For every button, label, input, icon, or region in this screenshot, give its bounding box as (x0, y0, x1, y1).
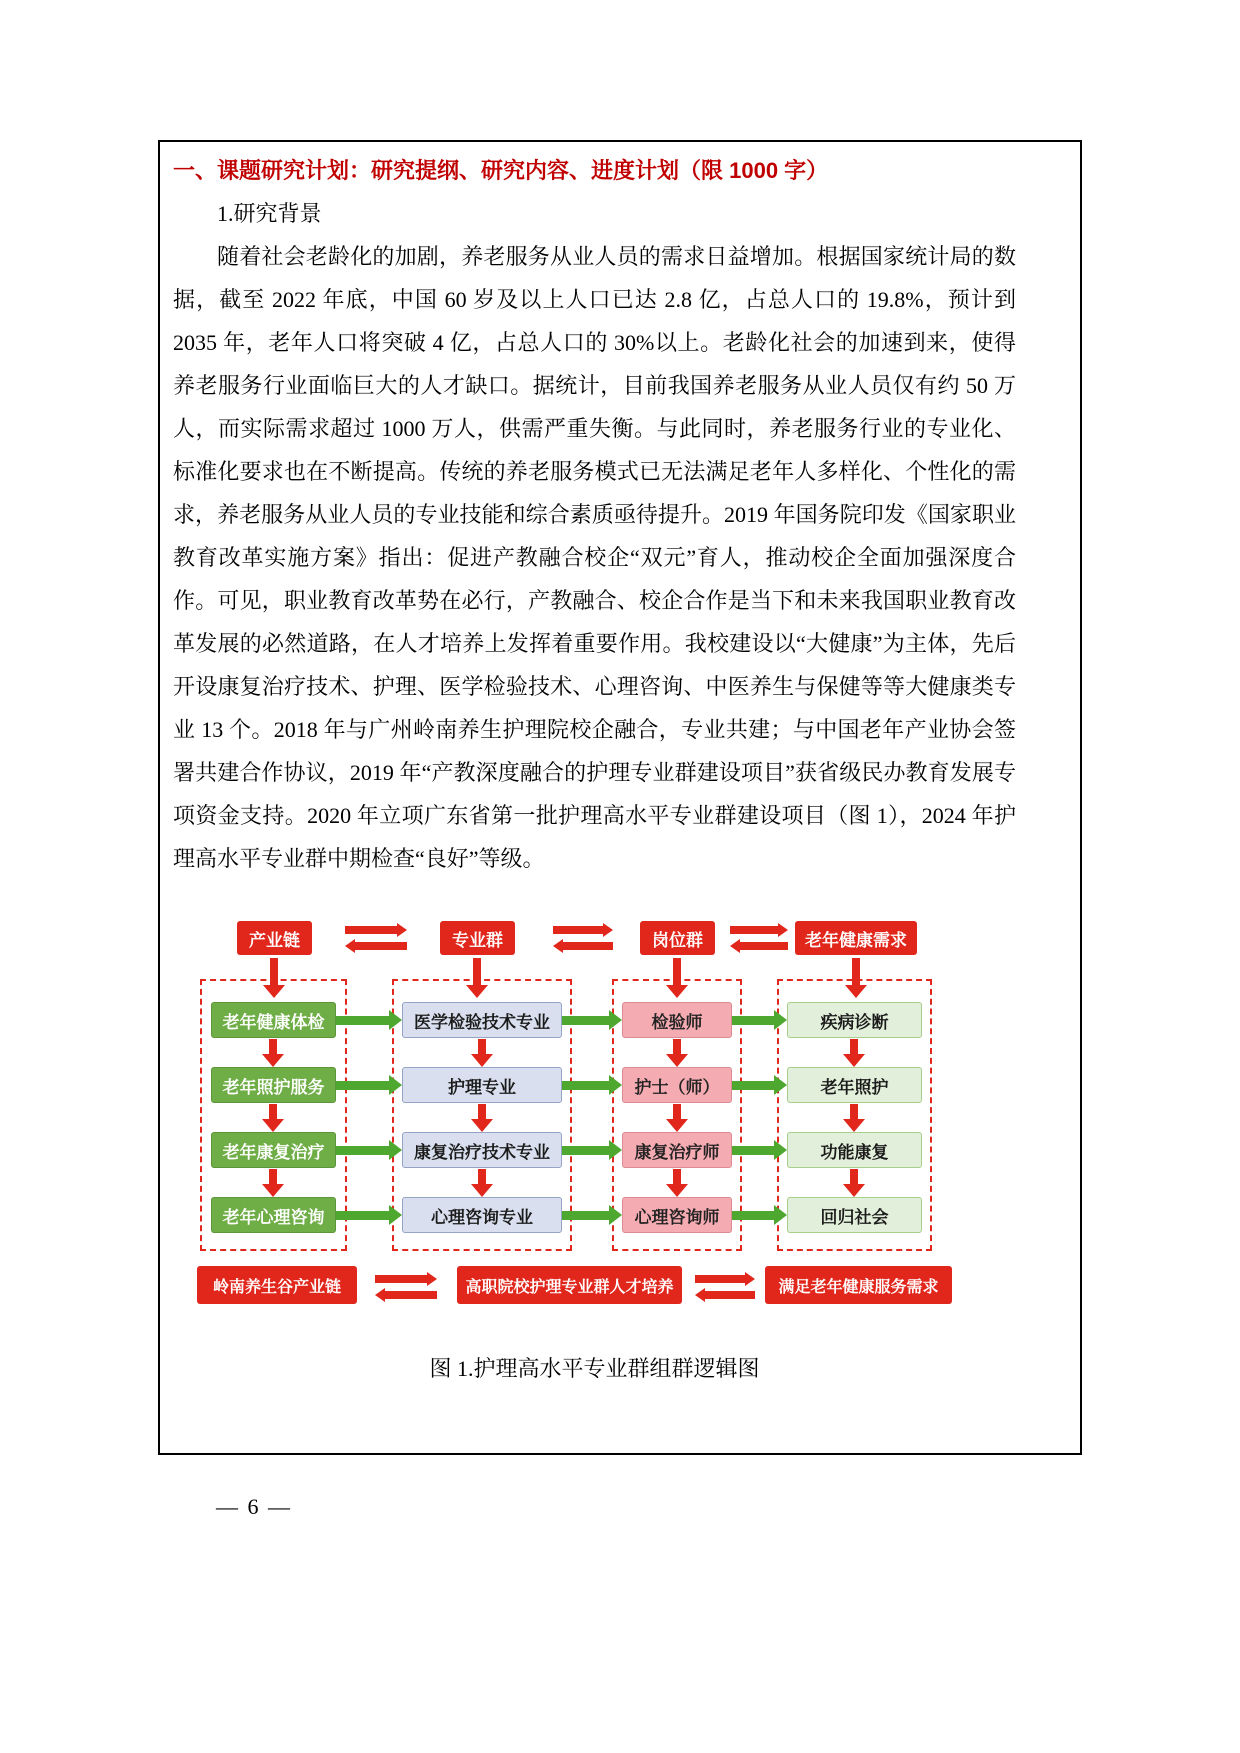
major-item: 康复治疗技术专业 (402, 1132, 562, 1168)
background-paragraph: 随着社会老龄化的加剧，养老服务从业人员的需求日益增加。根据国家统计局的数据，截至 2022 年底，中国 60 岁及以上人口已达 2.8 亿，占总人口的 19.8%，预计到 2035 年，老年人口将突破 4 亿，占总人口的 30%以上。老龄化社会的加速到来，使得养老服务行业面临巨大的人才缺口。据统计，目前我国养老服务从业人员仅有约 50 万人，而实际需求超过 1000 万人，供需严重失衡。与此同时，养老服务行业的专业化、标准化要求也在不断提高。传统的养老服务模式已无法满足老年人多样化、个性化的需求，养老服务从业人员的专业技能和综合素质亟待提升。2019 年国务院印发《国家职业教育改革实施方案》指出：促进产教融合校企“双元”育人，推动校企全面加强深度合作。可见，职业教育改革势在必行，产教融合、校企合作是当下和未来我国职业教育改革发展的必然道路，在人才培养上发挥着重要作用。我校建设以“大健康”为主体，先后开设康复治疗技术、护理、医学检验技术、心理咨询、中医养生与保健等等大健康类专业 13 个。2018 年与广州岭南养生护理院校企融合，专业共建；与中国老年产业协会签署共建合作协议，2019 年“产教深度融合的护理专业群建设项目”获省级民办教育发展专项资金支持。2020 年立项广东省第一批护理高水平专业群建设项目（图 1），2024 年护理高水平专业群中期检查“良好”等级。 (173, 244, 1016, 871)
industry-chain-item: 老年心理咨询 (211, 1197, 336, 1233)
down-arrow-icon (471, 1104, 493, 1132)
need-item: 疾病诊断 (787, 1002, 922, 1038)
down-arrow-icon (471, 1169, 493, 1197)
down-arrow-icon (471, 1039, 493, 1067)
right-arrow-icon (732, 1075, 787, 1095)
need-item: 老年照护 (787, 1067, 922, 1103)
down-arrow-icon (262, 1169, 284, 1197)
down-arrow-icon (262, 1039, 284, 1067)
footer-talent-training: 高职院校护理专业群人才培养 (457, 1266, 682, 1304)
footer-industry-chain: 岭南养生谷产业链 (197, 1266, 357, 1304)
post-item: 护士（师） (622, 1067, 732, 1103)
need-item: 功能康复 (787, 1132, 922, 1168)
right-arrow-icon (562, 1205, 622, 1225)
right-arrow-icon (336, 1010, 402, 1030)
down-arrow-icon (666, 1039, 688, 1067)
right-arrow-icon (336, 1205, 402, 1225)
form-cell (158, 140, 1082, 1455)
major-item: 护理专业 (402, 1067, 562, 1103)
major-item: 心理咨询专业 (402, 1197, 562, 1233)
down-arrow-icon (666, 1169, 688, 1197)
footer-service-needs: 满足老年健康服务需求 (765, 1266, 952, 1304)
section-title: 一、课题研究计划：研究提纲、研究内容、进度计划（限 1000 字） (173, 158, 829, 183)
figure-1-diagram (195, 914, 952, 1306)
double-arrow-icon (345, 923, 407, 952)
down-arrow-icon (666, 1104, 688, 1132)
double-arrow-icon (695, 1272, 755, 1301)
right-arrow-icon (732, 1140, 787, 1160)
header-major-group: 专业群 (440, 921, 515, 955)
header-health-needs: 老年健康需求 (795, 921, 917, 955)
double-arrow-icon (730, 923, 788, 952)
right-arrow-icon (562, 1075, 622, 1095)
major-item: 医学检验技术专业 (402, 1002, 562, 1038)
right-arrow-icon (562, 1140, 622, 1160)
double-arrow-icon (553, 923, 613, 952)
right-arrow-icon (336, 1140, 402, 1160)
subsection-heading: 1.研究背景 (217, 201, 322, 226)
down-arrow-icon (262, 1104, 284, 1132)
page-number: — 6 — (216, 1494, 292, 1519)
post-item: 检验师 (622, 1002, 732, 1038)
industry-chain-item: 老年照护服务 (211, 1067, 336, 1103)
figure-caption: 图 1.护理高水平专业群组群逻辑图 (429, 1356, 760, 1381)
down-arrow-icon (843, 1169, 865, 1197)
post-item: 康复治疗师 (622, 1132, 732, 1168)
header-post-group: 岗位群 (640, 921, 715, 955)
double-arrow-icon (375, 1272, 437, 1301)
industry-chain-item: 老年康复治疗 (211, 1132, 336, 1168)
need-item: 回归社会 (787, 1197, 922, 1233)
industry-chain-item: 老年健康体检 (211, 1002, 336, 1038)
right-arrow-icon (732, 1010, 787, 1030)
right-arrow-icon (562, 1010, 622, 1030)
header-industry-chain: 产业链 (237, 921, 312, 955)
down-arrow-icon (843, 1039, 865, 1067)
down-arrow-icon (843, 1104, 865, 1132)
post-item: 心理咨询师 (622, 1197, 732, 1233)
right-arrow-icon (336, 1075, 402, 1095)
right-arrow-icon (732, 1205, 787, 1225)
